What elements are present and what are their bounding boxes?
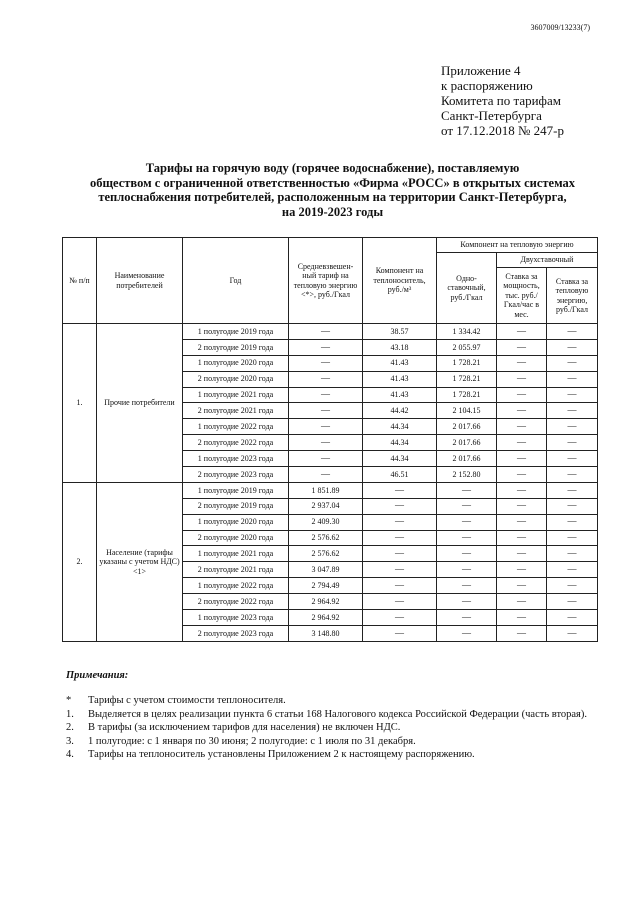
note-text: 1 полугодие: с 1 января по 30 июня; 2 полугодие: с 1 июля по 31 декабря. [88, 735, 416, 747]
carrier-cell: 44.34 [363, 419, 437, 435]
notes-title: Примечания: [66, 670, 129, 681]
one-rate-cell: 2 055.97 [437, 339, 497, 355]
power-rate-cell: — [497, 467, 547, 483]
one-rate-cell: 2 017.66 [437, 451, 497, 467]
avg-tariff-cell: 2 937.04 [289, 498, 363, 514]
consumer-name: Прочие потребители [97, 324, 183, 483]
note-text: Тарифы с учетом стоимости теплоносителя. [88, 695, 286, 706]
period-cell: 2 полугодие 2019 года [183, 339, 289, 355]
group-number: 1. [63, 324, 97, 483]
header-year: Год [183, 238, 289, 324]
power-rate-cell: — [497, 578, 547, 594]
avg-tariff-cell: — [289, 324, 363, 340]
note-mark: 4. [66, 749, 74, 760]
energy-rate-cell: — [547, 530, 598, 546]
energy-rate-cell: — [547, 324, 598, 340]
energy-rate-cell: — [547, 625, 598, 641]
note-text: В тарифы (за исключением тарифов для населения) не включен НДС. [88, 722, 401, 733]
period-cell: 1 полугодие 2022 года [183, 578, 289, 594]
title-line: Тарифы на горячую воду (горячее водоснабжение), поставляемую [145, 161, 520, 175]
note-mark: 3. [66, 735, 74, 747]
avg-tariff-cell: — [289, 403, 363, 419]
one-rate-cell: — [437, 530, 497, 546]
carrier-cell: — [363, 498, 437, 514]
appendix-reference [441, 63, 631, 138]
energy-rate-cell: — [547, 594, 598, 610]
one-rate-cell: — [437, 610, 497, 626]
power-rate-cell: — [497, 371, 547, 387]
notes-section [66, 670, 626, 762]
one-rate-cell: — [437, 562, 497, 578]
period-cell: 1 полугодие 2023 года [183, 451, 289, 467]
one-rate-cell: 1 728.21 [437, 387, 497, 403]
energy-rate-cell: — [547, 482, 598, 498]
power-rate-cell: — [497, 403, 547, 419]
carrier-cell: 41.43 [363, 355, 437, 371]
header-energy-group: Компонент на тепловую энергию [437, 238, 598, 253]
note-text: Выделяется в целях реализации пункта 6 статьи 168 Налогового кодекса Российской Федерации (часть вторая). [88, 708, 588, 720]
energy-rate-cell: — [547, 546, 598, 562]
period-cell: 1 полугодие 2023 года [183, 610, 289, 626]
carrier-cell: 46.51 [363, 467, 437, 483]
power-rate-cell: — [497, 498, 547, 514]
period-cell: 1 полугодие 2019 года [183, 324, 289, 340]
note-text: Тарифы на теплоноситель установлены Приложением 2 к настоящему распоряжению. [88, 749, 475, 760]
one-rate-cell: — [437, 546, 497, 562]
tariff-table [62, 237, 598, 642]
energy-rate-cell: — [547, 371, 598, 387]
avg-tariff-cell: 3 148.80 [289, 625, 363, 641]
power-rate-cell: — [497, 562, 547, 578]
power-rate-cell: — [497, 419, 547, 435]
title-line: на 2019-2023 годы [281, 204, 384, 219]
period-cell: 1 полугодие 2020 года [183, 355, 289, 371]
power-rate-cell: — [497, 610, 547, 626]
energy-rate-cell: — [547, 562, 598, 578]
avg-tariff-cell: — [289, 451, 363, 467]
carrier-cell: 41.43 [363, 371, 437, 387]
note-item [66, 708, 626, 722]
carrier-cell: — [363, 594, 437, 610]
period-cell: 1 полугодие 2021 года [183, 546, 289, 562]
appendix-line: от 17.12.2018 № 247-р [441, 123, 564, 138]
header-power-rate: Ставка за мощность, тыс. руб./Гкал/час в мес. [497, 268, 547, 324]
period-cell: 2 полугодие 2022 года [183, 435, 289, 451]
avg-tariff-cell: 2 964.92 [289, 610, 363, 626]
period-cell: 1 полугодие 2020 года [183, 514, 289, 530]
period-cell: 2 полугодие 2019 года [183, 498, 289, 514]
avg-tariff-cell: — [289, 355, 363, 371]
energy-rate-cell: — [547, 467, 598, 483]
energy-rate-cell: — [547, 387, 598, 403]
carrier-cell: — [363, 530, 437, 546]
energy-rate-cell: — [547, 339, 598, 355]
header-energy-rate: Ставка за тепловую энергию, руб./Гкал [547, 268, 598, 324]
avg-tariff-cell: 2 576.62 [289, 530, 363, 546]
appendix-line: Комитета по тарифам [441, 93, 561, 108]
avg-tariff-cell: — [289, 387, 363, 403]
appendix-line: к распоряжению [441, 78, 533, 93]
energy-rate-cell: — [547, 498, 598, 514]
note-item [66, 748, 626, 762]
power-rate-cell: — [497, 355, 547, 371]
power-rate-cell: — [497, 546, 547, 562]
appendix-line: Приложение 4 [441, 63, 521, 78]
header-two-rate: Двухставочный [497, 253, 598, 268]
period-cell: 2 полугодие 2021 года [183, 403, 289, 419]
avg-tariff-cell: — [289, 435, 363, 451]
energy-rate-cell: — [547, 403, 598, 419]
avg-tariff-cell: — [289, 467, 363, 483]
note-mark: * [66, 695, 72, 706]
avg-tariff-cell: 1 851.89 [289, 482, 363, 498]
carrier-cell: — [363, 562, 437, 578]
one-rate-cell: — [437, 514, 497, 530]
one-rate-cell: 1 334.42 [437, 324, 497, 340]
one-rate-cell: 2 017.66 [437, 435, 497, 451]
avg-tariff-cell: 2 576.62 [289, 546, 363, 562]
energy-rate-cell: — [547, 355, 598, 371]
title-line: теплоснабжения потребителей, расположенным на территории Санкт-Петербурга, [98, 190, 567, 204]
power-rate-cell: — [497, 625, 547, 641]
avg-tariff-cell: 2 794.49 [289, 578, 363, 594]
energy-rate-cell: — [547, 610, 598, 626]
avg-tariff-cell: 2 964.92 [289, 594, 363, 610]
one-rate-cell: 1 728.21 [437, 371, 497, 387]
energy-rate-cell: — [547, 419, 598, 435]
note-item [66, 721, 626, 735]
carrier-cell: — [363, 482, 437, 498]
carrier-cell: — [363, 546, 437, 562]
document-title [60, 161, 605, 219]
period-cell: 1 полугодие 2019 года [183, 482, 289, 498]
period-cell: 2 полугодие 2021 года [183, 562, 289, 578]
one-rate-cell: — [437, 498, 497, 514]
one-rate-cell: — [437, 578, 497, 594]
header-carrier: Компонент на теплоноситель, руб./м³ [363, 238, 437, 324]
one-rate-cell: 2 152.80 [437, 467, 497, 483]
carrier-cell: 44.34 [363, 451, 437, 467]
power-rate-cell: — [497, 387, 547, 403]
consumer-name: Население (тарифы указаны с учетом НДС) <1> [97, 482, 183, 641]
table-row [63, 324, 598, 340]
energy-rate-cell: — [547, 435, 598, 451]
period-cell: 2 полугодие 2022 года [183, 594, 289, 610]
one-rate-cell: 2 104.15 [437, 403, 497, 419]
period-cell: 2 полугодие 2023 года [183, 625, 289, 641]
group-number: 2. [63, 482, 97, 641]
energy-rate-cell: — [547, 578, 598, 594]
energy-rate-cell: — [547, 451, 598, 467]
carrier-cell: — [363, 610, 437, 626]
avg-tariff-cell: — [289, 419, 363, 435]
power-rate-cell: — [497, 339, 547, 355]
carrier-cell: — [363, 578, 437, 594]
document-number: 3607009/13233(7) [530, 23, 590, 32]
carrier-cell: — [363, 625, 437, 641]
table-row [63, 482, 598, 498]
one-rate-cell: — [437, 625, 497, 641]
power-rate-cell: — [497, 594, 547, 610]
carrier-cell: 38.57 [363, 324, 437, 340]
note-mark: 1. [66, 708, 74, 720]
one-rate-cell: 2 017.66 [437, 419, 497, 435]
avg-tariff-cell: — [289, 339, 363, 355]
period-cell: 1 полугодие 2022 года [183, 419, 289, 435]
note-mark: 2. [66, 722, 74, 733]
avg-tariff-cell: — [289, 371, 363, 387]
carrier-cell: — [363, 514, 437, 530]
note-item [66, 694, 626, 708]
avg-tariff-cell: 2 409.30 [289, 514, 363, 530]
period-cell: 2 полугодие 2023 года [183, 467, 289, 483]
note-item [66, 735, 626, 749]
one-rate-cell: — [437, 482, 497, 498]
table-body [63, 324, 598, 642]
power-rate-cell: — [497, 514, 547, 530]
carrier-cell: 44.42 [363, 403, 437, 419]
power-rate-cell: — [497, 482, 547, 498]
carrier-cell: 41.43 [363, 387, 437, 403]
header-one-rate: Одно-ставочный, руб./Гкал [437, 253, 497, 324]
period-cell: 2 полугодие 2020 года [183, 530, 289, 546]
period-cell: 2 полугодие 2020 года [183, 371, 289, 387]
header-num: № п/п [63, 238, 97, 324]
header-avg-tariff: Средневзвешен-ный тариф на тепловую энергию <*>, руб./Гкал [289, 238, 363, 324]
carrier-cell: 44.34 [363, 435, 437, 451]
title-line: обществом с ограниченной ответственностью «Фирма «РОСС» в открытых системах [89, 175, 576, 190]
header-consumer: Наименование потребителей [97, 238, 183, 324]
energy-rate-cell: — [547, 514, 598, 530]
power-rate-cell: — [497, 435, 547, 451]
power-rate-cell: — [497, 324, 547, 340]
period-cell: 1 полугодие 2021 года [183, 387, 289, 403]
appendix-line: Санкт-Петербурга [441, 108, 542, 123]
one-rate-cell: 1 728.21 [437, 355, 497, 371]
power-rate-cell: — [497, 451, 547, 467]
power-rate-cell: — [497, 530, 547, 546]
one-rate-cell: — [437, 594, 497, 610]
carrier-cell: 43.18 [363, 339, 437, 355]
avg-tariff-cell: 3 047.89 [289, 562, 363, 578]
